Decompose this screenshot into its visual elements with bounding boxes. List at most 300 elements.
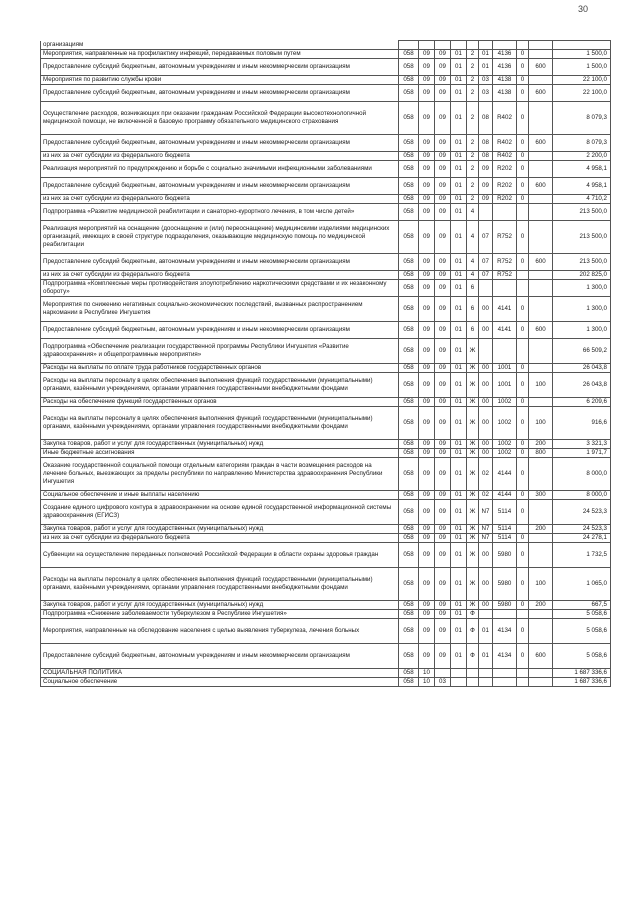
event-code (479, 339, 493, 364)
direction-code: R402 (493, 102, 517, 135)
section-code: 09 (419, 491, 435, 500)
subprogram-code: Ж (467, 440, 479, 449)
subprogram-code: 4 (467, 254, 479, 271)
table-row (41, 152, 611, 161)
program-code: 01 (451, 601, 467, 610)
budget-level-code: 0 (517, 543, 529, 568)
table-row (41, 271, 611, 280)
section-code: 09 (419, 610, 435, 619)
event-code: 07 (479, 254, 493, 271)
table-row (41, 500, 611, 525)
program-code: 01 (451, 102, 467, 135)
table-row (41, 568, 611, 601)
program-code: 01 (451, 644, 467, 669)
program-code: 01 (451, 339, 467, 364)
department-code: 058 (399, 135, 419, 152)
budget-level-code: 0 (517, 297, 529, 322)
section-code: 09 (419, 322, 435, 339)
section-code: 09 (419, 221, 435, 254)
event-code: 02 (479, 458, 493, 491)
expense-type-code (529, 204, 553, 221)
budget-level-code: 0 (517, 221, 529, 254)
section-code: 09 (419, 59, 435, 76)
subprogram-code: Ж (467, 491, 479, 500)
table-row (41, 534, 611, 543)
budget-level-code: 0 (517, 59, 529, 76)
table-row (41, 678, 611, 687)
subsection-code: 09 (435, 297, 451, 322)
table-row (41, 491, 611, 500)
section-code: 09 (419, 102, 435, 135)
subprogram-code: 2 (467, 152, 479, 161)
row-name: Предоставление субсидий бюджетным, автономным учреждениям и иным некоммерческим организациям (41, 322, 399, 339)
subsection-code: 09 (435, 398, 451, 407)
amount: 213 500,0 (553, 254, 611, 271)
event-code: N7 (479, 525, 493, 534)
direction-code (493, 41, 517, 50)
direction-code: R752 (493, 271, 517, 280)
department-code: 058 (399, 449, 419, 458)
row-name: организациям (41, 41, 399, 50)
budget-level-code: 0 (517, 364, 529, 373)
amount: 5 058,6 (553, 610, 611, 619)
section-code: 09 (419, 254, 435, 271)
event-code: 00 (479, 373, 493, 398)
subsection-code: 09 (435, 610, 451, 619)
expense-type-code (529, 297, 553, 322)
table-row (41, 458, 611, 491)
expense-type-code: 200 (529, 440, 553, 449)
table-row (41, 339, 611, 364)
subsection-code: 09 (435, 500, 451, 525)
expense-type-code: 600 (529, 644, 553, 669)
direction-code: R752 (493, 221, 517, 254)
amount: 3 321,3 (553, 440, 611, 449)
program-code (451, 669, 467, 678)
budget-level-code (517, 669, 529, 678)
subsection-code: 09 (435, 619, 451, 644)
event-code (479, 669, 493, 678)
amount (553, 41, 611, 50)
expense-type-code (529, 195, 553, 204)
budget-level-code (517, 678, 529, 687)
event-code (479, 610, 493, 619)
event-code: 00 (479, 440, 493, 449)
event-code: 01 (479, 619, 493, 644)
department-code: 058 (399, 398, 419, 407)
budget-table (40, 40, 611, 687)
department-code: 058 (399, 178, 419, 195)
table-row (41, 407, 611, 440)
table-row (41, 543, 611, 568)
subsection-code: 09 (435, 449, 451, 458)
table-row (41, 669, 611, 678)
direction-code: 1002 (493, 398, 517, 407)
expense-type-code (529, 619, 553, 644)
budget-level-code (517, 280, 529, 297)
section-code: 09 (419, 76, 435, 85)
subprogram-code: 2 (467, 195, 479, 204)
expense-type-code: 600 (529, 135, 553, 152)
section-code: 09 (419, 534, 435, 543)
event-code: 07 (479, 271, 493, 280)
subprogram-code: Ж (467, 407, 479, 440)
amount: 1 971,7 (553, 449, 611, 458)
subsection-code: 09 (435, 271, 451, 280)
program-code: 01 (451, 178, 467, 195)
event-code: 00 (479, 364, 493, 373)
program-code: 01 (451, 85, 467, 102)
event-code: 07 (479, 221, 493, 254)
direction-code: 4136 (493, 50, 517, 59)
subprogram-code (467, 678, 479, 687)
amount: 916,6 (553, 407, 611, 440)
department-code: 058 (399, 297, 419, 322)
amount: 24 523,3 (553, 500, 611, 525)
row-name: Социальное обеспечение и иные выплаты населению (41, 491, 399, 500)
table-row (41, 204, 611, 221)
direction-code: 5980 (493, 543, 517, 568)
section-code: 09 (419, 525, 435, 534)
section-code: 09 (419, 135, 435, 152)
expense-type-code: 300 (529, 491, 553, 500)
program-code: 01 (451, 271, 467, 280)
row-name: Мероприятия по снижению негативных социально-экономических последствий, вызванных распространением наркомании в Республике Ингушетия (41, 297, 399, 322)
row-name: Закупка товаров, работ и услуг для государственных (муниципальных) нужд (41, 601, 399, 610)
event-code: 01 (479, 50, 493, 59)
section-code: 09 (419, 152, 435, 161)
expense-type-code (529, 678, 553, 687)
budget-table-body (41, 41, 611, 687)
department-code: 058 (399, 669, 419, 678)
expense-type-code: 600 (529, 254, 553, 271)
row-name: Оказание государственной социальной помощи отдельным категориям граждан в части возмещения расходов на лечение больных, выезжающих за пределы республики по направлению Министерства здравоохранения Республики Ингушетия (41, 458, 399, 491)
department-code: 058 (399, 364, 419, 373)
budget-level-code: 0 (517, 85, 529, 102)
row-name: Подпрограмма «Развитие медицинской реабилитации и санаторно-курортного лечения, в том числе детей» (41, 204, 399, 221)
row-name: Подпрограмма «Комплексные меры противодействия злоупотреблению наркотическими средствами и их незаконному обороту» (41, 280, 399, 297)
program-code: 01 (451, 204, 467, 221)
program-code: 01 (451, 449, 467, 458)
budget-sheet (40, 40, 610, 687)
program-code (451, 678, 467, 687)
subprogram-code: Ж (467, 500, 479, 525)
section-code: 09 (419, 601, 435, 610)
table-row (41, 297, 611, 322)
event-code (479, 41, 493, 50)
table-row (41, 195, 611, 204)
department-code: 058 (399, 373, 419, 398)
program-code: 01 (451, 373, 467, 398)
budget-level-code (517, 204, 529, 221)
event-code: 00 (479, 568, 493, 601)
event-code: 08 (479, 135, 493, 152)
direction-code: 4136 (493, 59, 517, 76)
amount: 8 000,0 (553, 491, 611, 500)
section-code: 09 (419, 458, 435, 491)
subsection-code: 09 (435, 254, 451, 271)
subsection-code: 09 (435, 407, 451, 440)
event-code: 03 (479, 85, 493, 102)
table-row (41, 221, 611, 254)
subsection-code: 09 (435, 135, 451, 152)
section-code: 09 (419, 339, 435, 364)
section-code: 09 (419, 161, 435, 178)
expense-type-code (529, 364, 553, 373)
department-code: 058 (399, 619, 419, 644)
subprogram-code: 2 (467, 135, 479, 152)
subprogram-code: Ж (467, 364, 479, 373)
department-code: 058 (399, 543, 419, 568)
direction-code: R202 (493, 161, 517, 178)
budget-level-code: 0 (517, 322, 529, 339)
table-row (41, 76, 611, 85)
subsection-code: 09 (435, 50, 451, 59)
amount: 1 500,0 (553, 59, 611, 76)
direction-code: 4141 (493, 297, 517, 322)
direction-code: 5114 (493, 525, 517, 534)
subprogram-code (467, 41, 479, 50)
table-row (41, 254, 611, 271)
table-row (41, 178, 611, 195)
subsection-code: 09 (435, 491, 451, 500)
table-row (41, 449, 611, 458)
amount: 1 687 336,6 (553, 669, 611, 678)
budget-level-code: 0 (517, 135, 529, 152)
budget-level-code: 0 (517, 178, 529, 195)
department-code: 058 (399, 85, 419, 102)
direction-code: R402 (493, 152, 517, 161)
budget-level-code (517, 41, 529, 50)
event-code: 00 (479, 543, 493, 568)
expense-type-code (529, 271, 553, 280)
direction-code: R202 (493, 178, 517, 195)
budget-level-code: 0 (517, 568, 529, 601)
table-row (41, 85, 611, 102)
subsection-code: 09 (435, 161, 451, 178)
amount: 667,5 (553, 601, 611, 610)
program-code: 01 (451, 297, 467, 322)
expense-type-code: 600 (529, 178, 553, 195)
expense-type-code (529, 669, 553, 678)
amount: 4 958,1 (553, 161, 611, 178)
subprogram-code: Ж (467, 568, 479, 601)
table-row (41, 50, 611, 59)
amount: 213 500,0 (553, 204, 611, 221)
subsection-code: 09 (435, 339, 451, 364)
section-code: 09 (419, 440, 435, 449)
row-name: Осуществление расходов, возникающих при оказании гражданам Российской Федерации высокотехнологичной медицинской помощи, не включенной в базовую программу обязательного медицинского страхования (41, 102, 399, 135)
subprogram-code: 4 (467, 221, 479, 254)
subsection-code: 09 (435, 364, 451, 373)
subprogram-code: Ж (467, 373, 479, 398)
department-code: 058 (399, 491, 419, 500)
expense-type-code (529, 610, 553, 619)
subprogram-code: 2 (467, 102, 479, 135)
row-name: Мероприятия, направленные на профилактику инфекций, передаваемых половым путем (41, 50, 399, 59)
program-code: 01 (451, 152, 467, 161)
row-name: Социальное обеспечение (41, 678, 399, 687)
event-code: 09 (479, 178, 493, 195)
expense-type-code (529, 458, 553, 491)
program-code: 01 (451, 543, 467, 568)
row-name: Субвенции на осуществление переданных полномочий Российской Федерации в области охраны здоровья граждан (41, 543, 399, 568)
program-code: 01 (451, 254, 467, 271)
amount: 4 958,1 (553, 178, 611, 195)
subprogram-code: 4 (467, 271, 479, 280)
expense-type-code (529, 398, 553, 407)
expense-type-code (529, 534, 553, 543)
subprogram-code: Ж (467, 458, 479, 491)
subprogram-code: Ж (467, 601, 479, 610)
amount: 1 300,0 (553, 280, 611, 297)
row-name: Иные бюджетные ассигнования (41, 449, 399, 458)
direction-code: 1002 (493, 440, 517, 449)
section-code: 09 (419, 50, 435, 59)
department-code: 058 (399, 678, 419, 687)
row-name: Реализация мероприятий на оснащение (дооснащение и (или) переоснащение) медицинскими изделиями медицинских организаций, имеющих в своей структуре подразделения, оказывающие медицинскую помощь по медицинской реабилитации (41, 221, 399, 254)
subsection-code: 09 (435, 440, 451, 449)
subsection-code: 09 (435, 543, 451, 568)
program-code: 01 (451, 458, 467, 491)
department-code: 058 (399, 644, 419, 669)
event-code (479, 280, 493, 297)
direction-code: 4144 (493, 458, 517, 491)
expense-type-code: 200 (529, 601, 553, 610)
event-code: 00 (479, 398, 493, 407)
expense-type-code: 100 (529, 373, 553, 398)
table-row (41, 364, 611, 373)
row-name: Подпрограмма «Обеспечение реализации государственной программы Республики Ингушетия «Развитие здравоохранения» и общепрограммные мероприятия» (41, 339, 399, 364)
expense-type-code (529, 76, 553, 85)
subsection-code (435, 41, 451, 50)
program-code: 01 (451, 500, 467, 525)
department-code: 058 (399, 322, 419, 339)
subprogram-code: 6 (467, 322, 479, 339)
subprogram-code: 4 (467, 204, 479, 221)
event-code: 08 (479, 102, 493, 135)
direction-code: R752 (493, 254, 517, 271)
subsection-code: 09 (435, 76, 451, 85)
budget-level-code: 0 (517, 50, 529, 59)
row-name: Расходы на обеспечение функций государственных органов (41, 398, 399, 407)
direction-code (493, 339, 517, 364)
department-code: 058 (399, 407, 419, 440)
subsection-code: 09 (435, 534, 451, 543)
row-name: Предоставление субсидий бюджетным, автономным учреждениям и иным некоммерческим организациям (41, 59, 399, 76)
budget-level-code: 0 (517, 76, 529, 85)
direction-code (493, 610, 517, 619)
program-code: 01 (451, 59, 467, 76)
expense-type-code: 100 (529, 407, 553, 440)
amount: 5 058,6 (553, 644, 611, 669)
subsection-code: 09 (435, 373, 451, 398)
subsection-code: 09 (435, 204, 451, 221)
section-code: 09 (419, 543, 435, 568)
department-code: 058 (399, 195, 419, 204)
event-code: 09 (479, 161, 493, 178)
event-code: N7 (479, 534, 493, 543)
subsection-code (435, 669, 451, 678)
expense-type-code: 100 (529, 568, 553, 601)
section-code: 09 (419, 178, 435, 195)
subsection-code: 09 (435, 525, 451, 534)
budget-level-code: 0 (517, 458, 529, 491)
amount: 1 500,0 (553, 50, 611, 59)
row-name: Предоставление субсидий бюджетным, автономным учреждениям и иным некоммерческим организациям (41, 178, 399, 195)
amount: 26 043,8 (553, 364, 611, 373)
subprogram-code: Ж (467, 398, 479, 407)
direction-code: 1001 (493, 373, 517, 398)
row-name: Расходы на выплаты персоналу в целях обеспечения выполнения функций государственными (муниципальными) органами, казёнными учреждениями, органами управления государственными внебюджетными фондами (41, 407, 399, 440)
subprogram-code: 2 (467, 161, 479, 178)
event-code: 02 (479, 491, 493, 500)
expense-type-code (529, 50, 553, 59)
department-code: 058 (399, 525, 419, 534)
row-name: Создание единого цифрового контура в здравоохранении на основе единой государственной информационной системы здравоохранения (ЕГИСЗ) (41, 500, 399, 525)
event-code: 01 (479, 644, 493, 669)
row-name: СОЦИАЛЬНАЯ ПОЛИТИКА (41, 669, 399, 678)
event-code: 00 (479, 297, 493, 322)
direction-code: 4134 (493, 644, 517, 669)
subprogram-code: Ф (467, 619, 479, 644)
department-code: 058 (399, 440, 419, 449)
subprogram-code: Ф (467, 610, 479, 619)
department-code: 058 (399, 204, 419, 221)
budget-level-code: 0 (517, 534, 529, 543)
budget-level-code: 0 (517, 500, 529, 525)
event-code (479, 678, 493, 687)
department-code: 058 (399, 50, 419, 59)
section-code: 09 (419, 407, 435, 440)
table-row (41, 619, 611, 644)
event-code: 03 (479, 76, 493, 85)
department-code: 058 (399, 221, 419, 254)
expense-type-code (529, 543, 553, 568)
table-row (41, 135, 611, 152)
amount: 4 710,2 (553, 195, 611, 204)
direction-code: 4144 (493, 491, 517, 500)
section-code: 09 (419, 500, 435, 525)
program-code: 01 (451, 568, 467, 601)
subprogram-code: Ж (467, 525, 479, 534)
direction-code (493, 669, 517, 678)
subsection-code: 09 (435, 102, 451, 135)
department-code: 058 (399, 534, 419, 543)
table-row (41, 322, 611, 339)
subsection-code: 03 (435, 678, 451, 687)
department-code: 058 (399, 254, 419, 271)
row-name: из них за счет субсидии из федерального бюджета (41, 195, 399, 204)
table-row (41, 601, 611, 610)
direction-code: 4141 (493, 322, 517, 339)
expense-type-code: 200 (529, 525, 553, 534)
subsection-code: 09 (435, 280, 451, 297)
direction-code (493, 280, 517, 297)
amount: 6 209,6 (553, 398, 611, 407)
row-name: Предоставление субсидий бюджетным, автономным учреждениям и иным некоммерческим организациям (41, 254, 399, 271)
budget-level-code: 0 (517, 195, 529, 204)
budget-level-code: 0 (517, 373, 529, 398)
department-code: 058 (399, 59, 419, 76)
row-name: Реализация мероприятий по предупреждению и борьбе с социально значимыми инфекционными заболеваниями (41, 161, 399, 178)
department-code: 058 (399, 458, 419, 491)
expense-type-code (529, 152, 553, 161)
page-number: 30 (578, 4, 589, 14)
row-name: Расходы на выплаты персоналу в целях обеспечения выполнения функций государственными (муниципальными) органами, казёнными учреждениями, органами управления государственными внебюджетными фондами (41, 568, 399, 601)
department-code: 058 (399, 271, 419, 280)
subsection-code: 09 (435, 568, 451, 601)
